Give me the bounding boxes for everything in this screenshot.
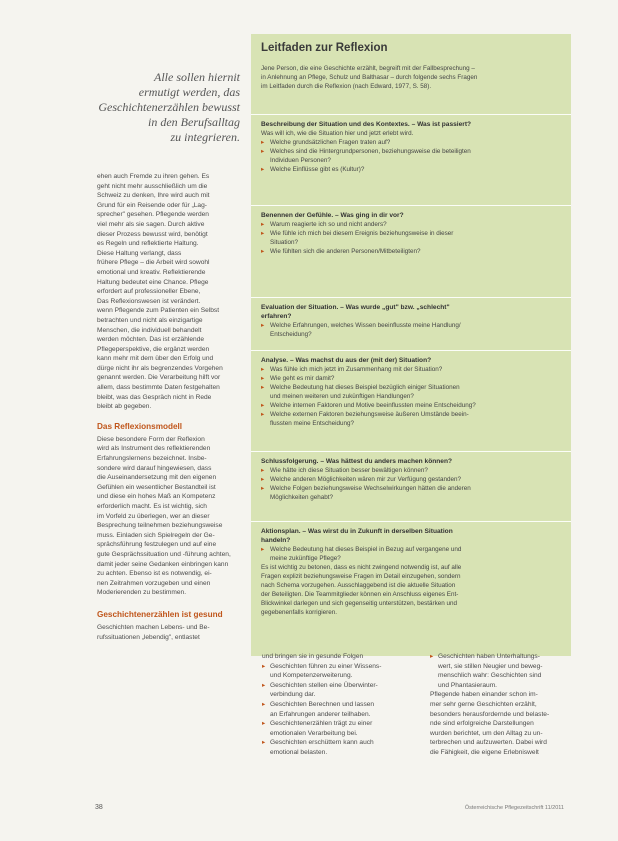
middle-intro: und bringen sie in gesunde Folgen bbox=[262, 653, 364, 660]
text-line: Schweiz zu denken, Ihre wird auch mit bbox=[97, 192, 210, 200]
text-line: Pflegeperspektive, die ergänzt werden bbox=[97, 345, 210, 353]
guide-section-title bbox=[261, 120, 561, 129]
text-line: im Vorfeld zu überlegen, wer an dieser bbox=[97, 512, 210, 520]
title-line: Beschreibung der Situation und des Kontextes. – Was ist passiert? bbox=[261, 121, 472, 128]
question-line: ▸ Welche grundsätzlichen Fragen traten auf? bbox=[270, 139, 391, 146]
text-line: Diese Haltung verlangt, dass bbox=[97, 249, 182, 257]
guide-section bbox=[251, 114, 571, 174]
bullet-item bbox=[262, 738, 422, 757]
left-body-text bbox=[97, 172, 247, 412]
text-line: emotional und kreativ. Reflektierende bbox=[97, 268, 206, 276]
guide-question-list bbox=[251, 220, 571, 256]
text-line: Menschen, die individuell behandelt bbox=[97, 326, 202, 334]
guide-section-title bbox=[261, 356, 561, 365]
question-line: ▸ Welche Folgen beziehungsweise Wechselwirkungen hätten die anderen bbox=[270, 485, 471, 492]
guide-footer-text bbox=[261, 563, 561, 617]
guide-question bbox=[261, 247, 561, 256]
text-line: Pflegende haben einander schon im- bbox=[430, 691, 538, 699]
question-line: ▸ Wie hätte ich diese Situation besser bewältigen können? bbox=[270, 467, 428, 474]
right-bullet-list bbox=[430, 652, 580, 690]
text-line: genannt werden. Die Verarbeitung hilft vor bbox=[97, 374, 221, 382]
question-line: Situation? bbox=[270, 239, 299, 246]
bullet-item bbox=[262, 719, 422, 738]
bullet-line: wert, sie stillen Neugier und beweg- bbox=[438, 662, 543, 670]
guide-section bbox=[251, 451, 571, 502]
guide-question-list bbox=[251, 545, 571, 563]
box-intro-line: in Anlehnung an Pflege, Schulz und Balthasar – durch folgende sechs Fragen bbox=[261, 74, 478, 81]
text-line: nde sind erfolgreiche Darstellungen bbox=[430, 720, 534, 728]
text-line: erfordert auf professioneller Ebene, bbox=[97, 288, 201, 296]
text-line: die Auseinandersetzung mit den eigenen bbox=[97, 474, 217, 482]
right-column bbox=[430, 652, 580, 758]
question-line: ▸ Welche Bedeutung hat dieses Beispiel in Bezug auf vergangene und bbox=[270, 546, 462, 553]
guide-question bbox=[261, 466, 561, 475]
text-line: dürge nicht ihr als begrenzendes Vorgehen bbox=[97, 364, 223, 372]
question-line: flussten meine Entscheidung? bbox=[270, 420, 355, 427]
pull-quote bbox=[70, 70, 240, 145]
guide-question bbox=[261, 401, 561, 410]
footer-line: Fragen explizit beziehungsweise Fragen im Detail einzugehen, sondern bbox=[261, 573, 461, 580]
publication-footer: Österreichische Pflegezeitschrift 11/2011 bbox=[464, 805, 564, 811]
left-column bbox=[97, 172, 247, 642]
text-line: erforderlich macht. Es ist wichtig, sich bbox=[97, 503, 207, 510]
guide-question bbox=[261, 138, 561, 147]
section-heading: Geschichtenerzählen ist gesund bbox=[97, 609, 223, 619]
title-line: Benennen der Gefühle. – Was ging in dir vor? bbox=[261, 212, 404, 219]
guide-section-subtitle: Was will ich, wie die Situation hier und jetzt erlebt wird. bbox=[261, 130, 414, 137]
text-line: Moderierenden zu bestimmen. bbox=[97, 589, 187, 597]
section-divider bbox=[251, 521, 571, 522]
text-line: Das Reflexionswesen ist verändert. bbox=[97, 297, 201, 305]
guide-section-title bbox=[261, 457, 561, 466]
text-line: zu achten. Ebenso ist es notwendig, ei- bbox=[97, 570, 212, 578]
text-line: dieser Prozess bewusst wird, benötigt bbox=[97, 230, 208, 238]
guide-section bbox=[251, 205, 571, 256]
text-line: geht nicht mehr ausschließlich um die bbox=[97, 182, 208, 190]
right-body-text bbox=[430, 690, 580, 757]
text-line: Erfahrungslernens bezeichnet. Insbe- bbox=[97, 455, 207, 463]
guide-question bbox=[261, 475, 561, 484]
text-line: es Regeln und reflektierte Haltung. bbox=[97, 240, 199, 248]
pull-quote-line: Geschichtenerzählen bewusst bbox=[98, 100, 240, 114]
footer-line: gegebenenfalls korrigieren. bbox=[261, 609, 337, 616]
guide-section-title bbox=[261, 211, 561, 220]
question-line: ▸ Welche Einflüsse gibt es (Kultur)? bbox=[270, 166, 365, 173]
section-divider bbox=[251, 205, 571, 206]
text-line: nen Zeitrahmen vorzugeben und einen bbox=[97, 579, 211, 587]
guide-question bbox=[261, 321, 561, 339]
reflexionsmodell-text bbox=[97, 435, 247, 598]
text-line: allem, dass bestimmte Daten festgehalten bbox=[97, 384, 220, 392]
bullet-line: emotionalen Verarbeitung bei. bbox=[270, 729, 358, 737]
question-line: ▸ Welche Bedeutung hat dieses Beispiel bezüglich einiger Situationen bbox=[270, 384, 460, 391]
bullet-item bbox=[430, 652, 580, 690]
guide-question-list bbox=[251, 138, 571, 174]
bullet-item bbox=[262, 662, 422, 681]
guide-question bbox=[261, 545, 561, 563]
question-line: ▸ Wie geht es mir damit? bbox=[270, 375, 335, 382]
footer-line: der Beteiligten. Die Teammitglieder können ein Anschluss eigenes Ent- bbox=[261, 591, 459, 598]
guide-section bbox=[251, 521, 571, 617]
section-divider bbox=[251, 297, 571, 298]
text-line: bleibt, was das Gespräch nicht in Rede bbox=[97, 393, 212, 401]
box-title: Leitfaden zur Reflexion bbox=[261, 42, 388, 54]
guide-question bbox=[261, 220, 561, 229]
guide-question bbox=[261, 484, 561, 502]
pull-quote-line: zu integrieren. bbox=[170, 130, 240, 144]
guide-question bbox=[261, 365, 561, 374]
text-line: die Fähigkeit, die eigene Erlebniswelt bbox=[430, 748, 539, 756]
bullet-line: ▸ Geschichten erschüttern kann auch bbox=[270, 739, 374, 747]
bullet-line: ▸ Geschichten Berechnen und lassen bbox=[270, 700, 375, 708]
guide-question bbox=[261, 147, 561, 165]
text-line: Geschichten machen Lebens- und Be- bbox=[97, 623, 210, 631]
text-line: wird als Instrument des reflektierenden bbox=[97, 445, 211, 453]
question-line: ▸ Welches sind die Hintergrundpersonen, beziehungsweise die beteiligten bbox=[270, 148, 471, 155]
title-line: Aktionsplan. – Was wirst du in Zukunft in derselben Situation bbox=[261, 528, 453, 535]
guide-question bbox=[261, 165, 561, 174]
bullet-line: und Phantasieraum. bbox=[438, 681, 498, 689]
guide-question bbox=[261, 374, 561, 383]
question-line: ▸ Wie fühle ich mich bei diesem Ereignis beziehungsweise in dieser bbox=[270, 230, 454, 237]
bullet-line: und Kompetenzerweiterung. bbox=[270, 672, 353, 680]
bullet-line: ▸ Geschichten stellen eine Überwinter- bbox=[270, 681, 378, 689]
pull-quote-line: in den Berufsalltag bbox=[148, 115, 240, 129]
text-line: besonders herausfordernde und belaste- bbox=[430, 710, 550, 718]
page-number: 38 bbox=[95, 804, 103, 811]
middle-bullet-list bbox=[262, 662, 422, 758]
text-line: bleibt ab gegeben. bbox=[97, 403, 152, 411]
text-line: Besprechung teilnehmen beziehungsweise bbox=[97, 522, 223, 530]
text-line: ehen auch Fremde zu ihren gehen. Es bbox=[97, 173, 210, 180]
guide-question-list bbox=[251, 466, 571, 502]
question-line: ▸ Warum reagierte ich so und nicht anders? bbox=[270, 221, 387, 228]
bullet-line: ▸ Geschichten führen zu einer Wissens- bbox=[270, 662, 382, 670]
text-line: viel mehr als sie sagen. Durch aktive bbox=[97, 220, 205, 228]
text-line: werden möchten. Das ist erzählende bbox=[97, 336, 205, 344]
guide-question-list bbox=[251, 365, 571, 428]
guide-section-title bbox=[261, 303, 561, 321]
question-line: ▸ Welche anderen Möglichkeiten wären mir zur Verfügung gestanden? bbox=[270, 476, 462, 483]
question-line: ▸ Welche internen Faktoren und Motive beeinflussten meine Entscheidung? bbox=[270, 402, 476, 409]
question-line: ▸ Welche externen Faktoren beziehungsweise äußeren Umstände beein- bbox=[270, 411, 469, 418]
bullet-line: menschlich wahr: Geschichten sind bbox=[438, 672, 542, 680]
text-line: wenn Pflegende zum Patienten ein Selbst bbox=[97, 307, 220, 315]
reflection-guide-box bbox=[251, 34, 571, 656]
text-line: mer sehr gerne Geschichten erzählt, bbox=[430, 700, 537, 708]
text-line: sondere wird darauf hingewiesen, dass bbox=[97, 464, 212, 472]
text-line: Grund für ein Reisende oder für „Lag- bbox=[97, 201, 207, 209]
guide-question bbox=[261, 410, 561, 428]
text-line: rufssituationen „lebendig", entlastet bbox=[97, 633, 200, 641]
title-line: erfahren? bbox=[261, 313, 292, 320]
question-line: Individuen Personen? bbox=[270, 157, 331, 164]
geschichten-text bbox=[97, 623, 247, 642]
question-line: ▸ Was fühle ich mich jetzt im Zusammenhang mit der Situation? bbox=[270, 366, 443, 373]
title-line: Evaluation der Situation. – Was wurde „gut" bzw. „schlecht" bbox=[261, 304, 450, 311]
pull-quote-line: ermutigt werden, das bbox=[138, 85, 240, 99]
text-line: gute Gesprächssituation und -führung achten, bbox=[97, 550, 231, 558]
text-line: wurden berichtet, um den Alltag zu un- bbox=[430, 729, 543, 737]
text-line: muss. Einladen sich Spielregeln der Ge- bbox=[97, 531, 215, 539]
bullet-item bbox=[262, 700, 422, 719]
section-divider bbox=[251, 451, 571, 452]
section-divider bbox=[251, 350, 571, 351]
guide-question bbox=[261, 229, 561, 247]
question-line: meine zukünftige Pflege? bbox=[270, 555, 341, 562]
guide-question-list bbox=[251, 321, 571, 339]
guide-section bbox=[251, 350, 571, 428]
footer-line: Blickwinkel darlegen und sich gegenseitig unterstützen, bestärken und bbox=[261, 600, 458, 607]
question-line: ▸ Welche Erfahrungen, welches Wissen beeinflusste meine Handlung/ bbox=[270, 322, 461, 329]
section-heading: Das Reflexionsmodell bbox=[97, 421, 183, 431]
title-line: Analyse. – Was machst du aus der (mit der) Situation? bbox=[261, 357, 432, 364]
box-intro-line: im Leitfaden durch die Reflexion (nach Edward, 1977, S. 58). bbox=[261, 83, 432, 90]
text-line: Haltung bedeutet eine Chance. Pflege bbox=[97, 278, 209, 286]
bullet-line: verbindung dar. bbox=[270, 691, 316, 699]
text-line: kann mehr mit dem über den Erfolg und bbox=[97, 355, 214, 363]
box-intro-line: Jene Person, die eine Geschichte erzählt, begreift mit der Fallbesprechung – bbox=[261, 65, 475, 72]
footer-line: nach Schema vorzugehen. Ausschlaggebend ist die aktuelle Situation bbox=[261, 582, 456, 589]
pull-quote-line: Alle sollen hiernit bbox=[154, 70, 240, 84]
bullet-line: emotional belasten. bbox=[270, 748, 328, 756]
question-line: Entscheidung? bbox=[270, 331, 312, 338]
guide-section-title bbox=[261, 527, 561, 545]
guide-section bbox=[251, 297, 571, 339]
text-line: terbrechen und aufzuwerten. Dabei wird bbox=[430, 739, 547, 747]
footer-line: Es ist wichtig zu betonen, dass es nicht zwingend notwendig ist, auf alle bbox=[261, 564, 462, 571]
question-line: ▸ Wie fühlten sich die anderen Personen/Mitbeteiligten? bbox=[270, 248, 421, 255]
text-line: sprecher" gesehen. Pflegende werden bbox=[97, 211, 209, 219]
question-line: Möglichkeiten gehabt? bbox=[270, 494, 334, 501]
guide-question bbox=[261, 383, 561, 401]
title-line: Schlussfolgerung. – Was hättest du anders machen können? bbox=[261, 458, 453, 465]
title-line: handeln? bbox=[261, 537, 291, 544]
text-line: damit jeder seine Gedanken einbringen kann bbox=[97, 560, 229, 568]
text-line: Diese besondere Form der Reflexion bbox=[97, 435, 205, 443]
text-line: und diese ein hohes Maß an Kompetenz bbox=[97, 493, 216, 501]
text-line: Gefühlen ein wesentlicher Bestandteil ist bbox=[97, 483, 216, 491]
box-intro bbox=[261, 64, 566, 91]
question-line: und meinen weiteren und zukünftigen Handlungen? bbox=[270, 393, 414, 400]
text-line: betrachten und nicht als einzigartige bbox=[97, 316, 203, 324]
middle-column bbox=[262, 652, 422, 758]
text-line: sprächsführung festzulegen und auf eine bbox=[97, 541, 217, 549]
bullet-line: ▸ Geschichten haben Unterhaltungs- bbox=[438, 653, 540, 660]
bullet-line: ▸ Geschichtenerzählen trägt zu einer bbox=[270, 720, 373, 728]
section-divider bbox=[251, 114, 571, 115]
text-line: frühere Pflege – die Arbeit wird sowohl bbox=[97, 259, 210, 267]
bullet-line: an Erfahrungen anderer teilhaben. bbox=[270, 710, 371, 718]
bullet-item bbox=[262, 681, 422, 700]
